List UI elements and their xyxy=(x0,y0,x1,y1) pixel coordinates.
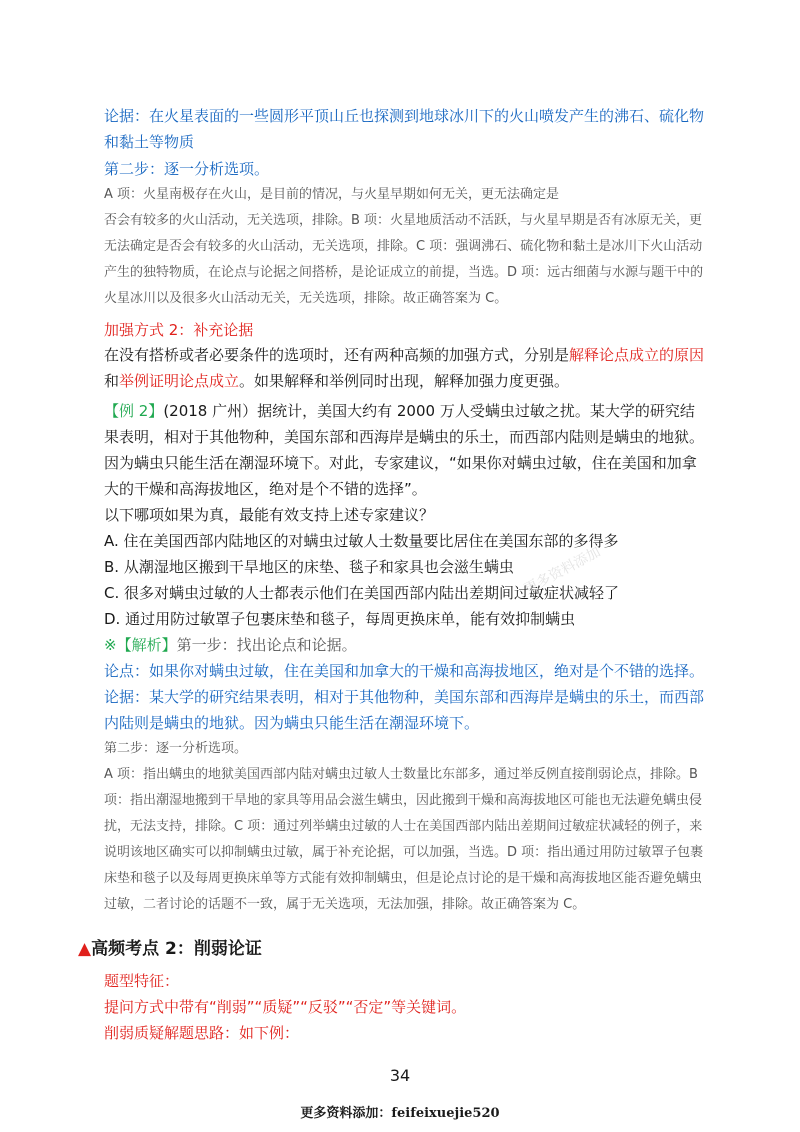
option-c: C. 很多对螨虫过敏的人士都表示他们在美国西部内陆出差期间过敏症状减轻了 xyxy=(104,584,620,602)
feature-label: 题型特征： xyxy=(104,972,180,990)
method2-body: 在没有搭桥或者必要条件的选项时，还有两种高频的加强方式，分别是解释论点成立的原因和举例证明论点成立。如果解释和举例同时出现，解释加强力度更强。 xyxy=(104,346,705,390)
analysis-options-rest-1: 否会有较多的火山活动，无关选项，排除。B 项：火星地质活动不活跃，与火星早期是否有冰原无关，更无法确定是否会有较多的火山活动，无关选项，排除。C 项：强调沸石、硫化物和黏土是冰川下火山活动产生的独特物质，在论点与论据之间搭桥，是论证成立的前提，当选。D 项：远古细菌与水源与题干中的火星冰川以及很多火山活动无关，无关选项，排除。故正确答案为 C。 xyxy=(104,213,704,306)
example-tag: 【例 2】 xyxy=(104,402,164,420)
example2-stem: 【例 2】(2018 广州）据统计，美国大约有 2000 万人受螨虫过敏之扰。某大学的研究结果表明，相对于其他物种，美国东部和西海岸是螨虫的乐土，而西部内陆则是螨虫的地狱。因为螨虫只能生活在潮湿环境下。对此，专家建议，“如果你对螨虫过敏，住在美国和加拿大的干燥和高海拔地区，绝对是个不错的选择”。 xyxy=(104,402,705,498)
footer-note: 更多资料添加：feifeixuejie520 xyxy=(300,1106,500,1121)
approach-line: 削弱质疑解题思路：如下例： xyxy=(104,1024,300,1042)
option-b: B. 从潮湿地区搬到干旱地区的床垫、毯子和家具也会滋生螨虫 xyxy=(104,558,514,576)
feature-text: 提问方式中带有“削弱”“质疑”“反驳”“否定”等关键词。 xyxy=(104,998,467,1016)
section2-heading: ▲高频考点 2：削弱论证 xyxy=(78,939,262,959)
analysis2-heading: ※【解析】第一步：找出论点和论据。 xyxy=(104,636,357,654)
analysis2-point: 论点：如果你对螨虫过敏，住在美国和加拿大的干燥和高海拔地区，绝对是个不错的选择。 xyxy=(104,662,705,680)
analysis2-detail: A 项：指出螨虫的地狱美国西部内陆对螨虫过敏人士数量比东部多，通过举反例直接削弱论点，排除。B 项：指出潮湿地搬到干旱地的家具等用品会滋生螨虫，因此搬到干燥和高海拔地区可能也无法避免螨虫侵扰，无法支持，排除。C 项：通过列举螨虫过敏的人士在美国西部内陆出差期间过敏症状减轻的例子，来说明该地区确实可以抑制螨虫过敏，属于补充论据，可以加强，当选。D 项：指出通过用防过敏罩子包裹床垫和毯子以及每周更换床单等方式能有效抑制螨虫，但是论点讨论的是干燥和高海拔地区能否避免螨虫过敏，二者讨论的话题不一致，属于无关选项，无法加强，排除。故正确答案为 C。 xyxy=(104,767,704,912)
option-a: A. 住在美国西部内陆地区的对螨虫过敏人士数量要比居住在美国东部的多得多 xyxy=(104,532,619,550)
example2-question: 以下哪项如果为真，最能有效支持上述专家建议？ xyxy=(104,506,435,524)
analysis-tag: ※【解析】 xyxy=(104,636,177,654)
step2-heading-1: 第二步：逐一分析选项。 xyxy=(104,160,270,178)
option-d: D. 通过用防过敏罩子包裹床垫和毯子，每周更换床单，能有效抑制螨虫 xyxy=(104,610,576,628)
triangle-marker-icon: ▲ xyxy=(78,939,92,959)
analysis2-step2: 第二步：逐一分析选项。 xyxy=(104,741,248,756)
analysis2-evidence: 论据：某大学的研究结果表明，相对于其他物种，美国东部和西海岸是螨虫的乐土，而西部内陆则是螨虫的地狱。因为螨虫只能生活在潮湿环境下。 xyxy=(104,688,705,732)
argument-evidence-1: 论据：在火星表面的一些圆形平顶山丘也探测到地球冰川下的火山喷发产生的沸石、硫化物和黏土等物质 xyxy=(104,107,705,151)
page-number: 34 xyxy=(389,1066,411,1085)
watermark: 更多资料添加 xyxy=(521,544,604,598)
method2-title: 加强方式 2：补充论据 xyxy=(104,321,254,339)
analysis-option-a-1: A 项：火星南极存在火山，是目前的情况，与火星早期如何无关，更无法确定是 xyxy=(104,187,560,202)
